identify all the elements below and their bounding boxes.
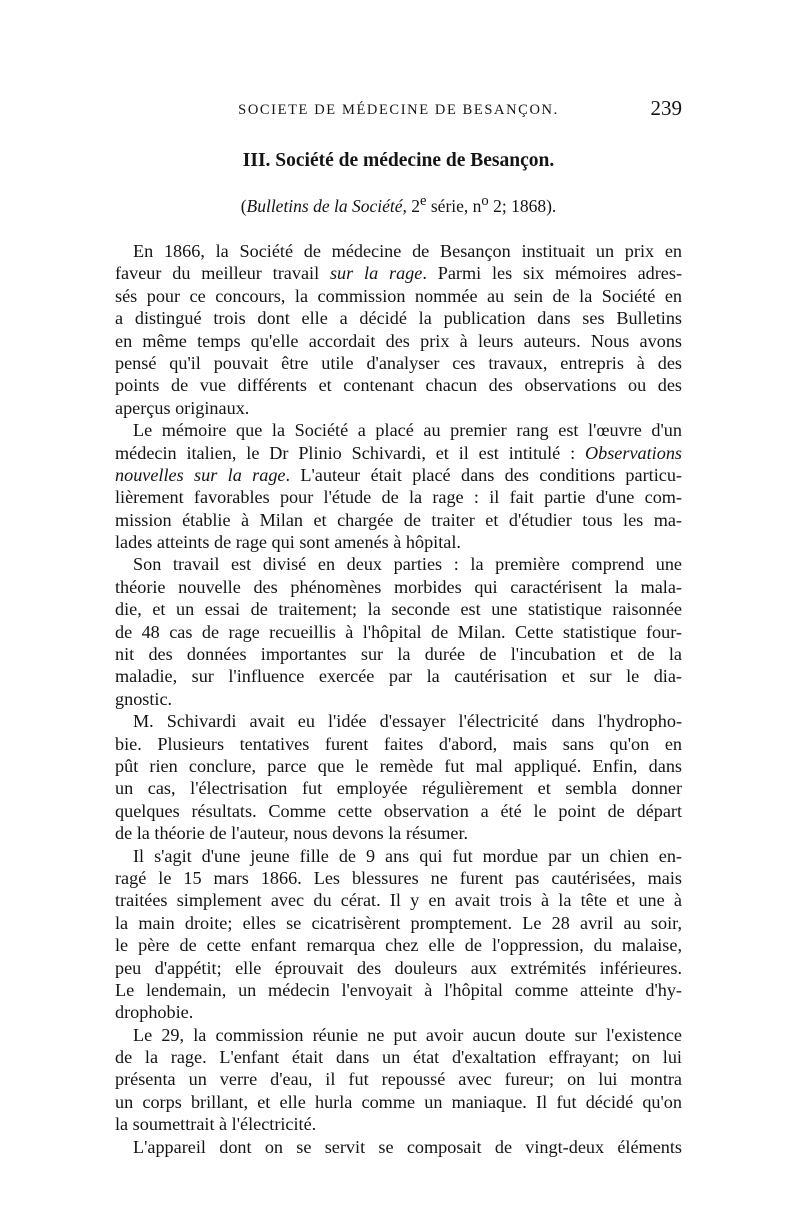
text-line-content: maladie, sur l'influence exercée par la cautérisation et sur le dia- [115,666,682,687]
text-line [115,553,682,575]
running-head [115,96,682,126]
text-line [115,1046,682,1068]
text-line [115,352,682,374]
running-title: SOCIETE DE MÉDECINE DE BESANÇON. [238,102,559,118]
text-line [115,710,682,732]
text-line-continuation: . L'auteur était placé dans des conditions particu- [285,464,682,485]
text-line-content: peu d'appétit; elle éprouvait des douleurs aux extrémités inférieures. [115,957,682,978]
text-line [115,262,682,284]
text-line-content: Le 29, la commission réunie ne put avoir aucun doute sur l'existence [133,1024,682,1045]
text-line-content: pensé qu'il pouvait être utile d'analyser ces travaux, entrepris à des [115,352,682,373]
text-line-content: En 1866, la Société de médecine de Besançon instituait un prix en [133,241,682,261]
text-line [115,822,682,844]
text-line [115,755,682,777]
text-line-content: gnostic. [115,688,173,709]
italic-phrase: nouvelles sur la rage [115,464,286,485]
text-line-content: un cas, l'électrisation fut employée régulièrement et sembla donner [115,778,682,799]
section-heading: III. Société de médecine de Besançon. [242,150,555,171]
text-line [115,777,682,799]
text-line [115,374,682,396]
text-line [115,665,682,687]
text-line-content: bie. Plusieurs tentatives furent faites d'abord, mais sans qu'on en [115,733,682,754]
page-number: 239 [650,96,682,120]
text-line [115,934,682,956]
source-series-sup: e [420,193,427,209]
text-line-content: de la théorie de l'auteur, nous devons la résumer. [115,823,469,844]
source-number-sup: o [481,193,489,209]
source-series-text: série, n [426,195,482,216]
text-line-content: de la rage. L'enfant était dans un état d'exaltation effrayant; on lui [115,1047,682,1068]
source-title: Bulletins de la Société, [246,195,407,216]
text-line-content: ragé le 15 mars 1866. Les blessures ne furent pas cautérisées, mais [115,867,682,888]
text-line [115,531,682,553]
text-line-content: Le lendemain, un médecin l'envoyait à l'hôpital comme atteinte d'hy- [115,979,682,1000]
text-line [115,621,682,643]
text-line [115,979,682,1001]
text-line-content: die, et un essai de traitement; la seconde est une statistique raisonnée [115,599,682,620]
text-line [115,419,682,441]
text-line [115,509,682,531]
text-line-content: nit des données importantes sur la durée de l'incubation et de la [115,644,682,665]
text-line-content: points de vue différents et contenant chacun des observations ou des [115,375,682,396]
text-line [115,397,682,419]
text-line [115,643,682,665]
text-line-content: pût rien conclure, parce que le remède fut mal appliqué. Enfin, dans [115,755,682,776]
text-line [115,912,682,934]
italic-phrase: sur la rage [329,263,423,284]
text-line-content: un corps brillant, et elle hurla comme un maniaque. Il fut décidé qu'on [115,1091,682,1112]
text-line [115,442,682,464]
text-line-content: L'appareil dont on se servit se composait de vingt-deux éléments [133,1136,682,1157]
text-line-content: faveur du meilleur travail [115,263,330,284]
text-line-content: M. Schivardi avait eu l'idée d'essayer l'électricité dans l'hydropho- [133,711,682,732]
source-citation [115,193,682,217]
text-line-content: aperçus originaux. [115,397,250,418]
text-line-content: traitées simplement avec du cérat. Il y en avait trois à la tête et une à [115,890,682,911]
text-line-content: le père de cette enfant remarqua chez elle de l'oppression, du malaise, [115,935,682,956]
text-line-content: théorie nouvelle des phénomènes morbides qui caractérisent la mala- [115,576,682,597]
article-body [115,240,682,1158]
text-line-content: Son travail est divisé en deux parties : la première comprend une [133,554,682,575]
source-issue-year: 2; 1868). [488,195,557,216]
text-line [115,688,682,710]
text-line [115,240,682,262]
text-line-continuation: . Parmi les six mémoires adres- [422,263,682,284]
text-line-content: drophobie. [115,1002,194,1023]
text-line-content: présenta un verre d'eau, il fut repoussé avec fureur; on lui montra [115,1069,682,1090]
text-line-content: sés pour ce concours, la commission nommée au sein de la Société en [115,285,682,306]
text-line [115,1091,682,1113]
text-line [115,486,682,508]
text-line-content: médecin italien, le Dr Plinio Schivardi, et il est intitulé : [115,442,585,463]
text-line [115,1136,682,1158]
text-line [115,867,682,889]
text-line-content: Il s'agit d'une jeune fille de 9 ans qui fut mordue par un chien en- [133,845,682,866]
text-line-content: Le mémoire que la Société a placé au premier rang est l'œuvre d'un [133,420,682,441]
text-line [115,1113,682,1135]
text-line [115,800,682,822]
text-line [115,464,682,486]
text-line-content: la soumettrait à l'électricité. [115,1114,317,1135]
text-line-content: lièrement favorables pour l'étude de la rage : il fait partie d'une com- [115,487,682,508]
source-series-number: 2 [406,195,421,216]
text-line [115,598,682,620]
text-line [115,957,682,979]
text-line-content: quelques résultats. Comme cette observation a été le point de départ [115,800,682,821]
text-line [115,1068,682,1090]
italic-phrase: Observations [585,442,682,463]
text-line-content: en même temps qu'elle accordait des prix à leurs auteurs. Nous avons [115,330,682,351]
text-line-content: mission établie à Milan et chargée de traiter et d'étudier tous les ma- [115,509,682,530]
text-line [115,307,682,329]
text-line-content: lades atteints de rage qui sont amenés à hôpital. [115,532,461,553]
text-line [115,285,682,307]
text-line [115,576,682,598]
text-line [115,1001,682,1023]
text-line [115,889,682,911]
text-line-content: la main droite; elles se cicatrisèrent promptement. Le 28 avril au soir, [115,912,682,933]
text-line [115,733,682,755]
text-line-content: a distingué trois dont elle a décidé la publication dans ses Bulletins [115,308,682,329]
text-line [115,845,682,867]
text-line [115,330,682,352]
source-open-paren: ( [240,195,247,216]
text-line [115,1024,682,1046]
text-line-content: de 48 cas de rage recueillis à l'hôpital de Milan. Cette statistique four- [115,621,682,642]
